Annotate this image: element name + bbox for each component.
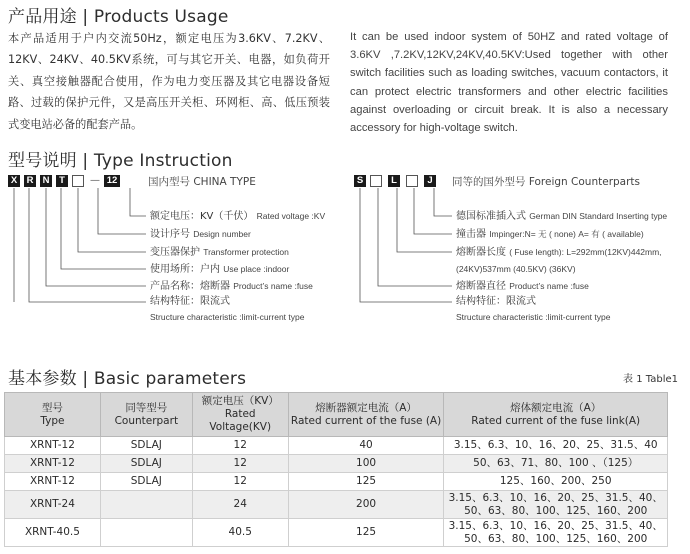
china-item-product-name: 产品名称：熔断器 Product’s name :fuse bbox=[150, 281, 313, 292]
cell-fuse-links: 3.15、6.3、10、16、20、25、31.5、40、 50、63、80、100、125、160、200 bbox=[444, 491, 668, 519]
table-row bbox=[5, 437, 668, 455]
cell-type: XRNT-12 bbox=[5, 473, 101, 491]
foreign-item-din: 德国标准插入式 German DIN Standard Inserting type bbox=[456, 211, 668, 222]
cell-fuse-links: 125、160、200、250 bbox=[444, 473, 668, 491]
cell-fuse-current: 200 bbox=[288, 491, 444, 519]
china-type-note: 国内型号 CHINA TYPE bbox=[148, 176, 256, 188]
table-row bbox=[5, 473, 668, 491]
header-fuse-link-current: 熔体额定电流（A） Rated current of the fuse link(A) bbox=[444, 393, 668, 437]
cell-fuse-current: 40 bbox=[288, 437, 444, 455]
usage-text-cn: 本产品适用于户内交流50Hz，额定电压为3.6KV、7.2KV、12KV、24KV、40.5KV系统，可与其它开关、电器，如负荷开关、真空接触器配合使用，作为电力变压器及其它电器设备短路、过载的保护元件，又是高压开关柜、环网柜、高、低压预装式变电站必备的配套产品。 bbox=[8, 32, 330, 131]
cell-voltage: 12 bbox=[192, 473, 288, 491]
cell-type: XRNT-12 bbox=[5, 455, 101, 473]
basic-params-title: 基本参数 | Basic parameters bbox=[8, 369, 247, 389]
foreign-structure-en: Structure characteristic :limit-current type bbox=[456, 312, 611, 322]
china-item-structure: 结构特征：限流式 bbox=[150, 296, 230, 307]
header-fuse-current: 熔断器额定电流（A） Rated current of the fuse (A) bbox=[288, 393, 444, 437]
foreign-item-diameter: 熔断器直径 Product’s name :fuse bbox=[456, 281, 589, 292]
table-row bbox=[5, 491, 668, 519]
header-voltage: 额定电压（KV） Rated Voltage(KV) bbox=[192, 393, 288, 437]
code-dash: — bbox=[90, 175, 100, 186]
cell-voltage: 24 bbox=[192, 491, 288, 519]
china-item-use-place: 使用场所：户内 Use place :indoor bbox=[150, 264, 290, 275]
china-item-transformer: 变压器保护 Transformer protection bbox=[150, 247, 289, 258]
header-type: 型号 Type bbox=[5, 393, 101, 437]
usage-title: 产品用途 | Products Usage bbox=[8, 7, 229, 27]
code-box: T bbox=[56, 175, 68, 187]
type-instruction-title: 型号说明 | Type Instruction bbox=[8, 151, 233, 171]
china-structure-en: Structure characteristic :limit-current type bbox=[150, 312, 305, 322]
code-box: R bbox=[24, 175, 36, 187]
foreign-item-structure: 结构特征：限流式 bbox=[456, 296, 536, 307]
china-item-voltage: 额定电压：KV（千伏） Rated voltage :KV bbox=[150, 211, 326, 222]
cell-counterpart: SDLAJ bbox=[100, 437, 192, 455]
foreign-item-fuse-length: 熔断器长度 ( Fuse length): L=292mm(12KV)442mm, bbox=[456, 247, 662, 258]
cell-type: XRNT-12 bbox=[5, 437, 101, 455]
cell-fuse-current: 125 bbox=[288, 473, 444, 491]
cell-counterpart: SDLAJ bbox=[100, 473, 192, 491]
table-header-row bbox=[5, 393, 668, 437]
table-row bbox=[5, 519, 668, 547]
code-box-voltage: 12 bbox=[104, 175, 120, 187]
foreign-type-note: 同等的国外型号 Foreign Counterparts bbox=[452, 176, 641, 188]
foreign-item-fuse-length-cont: (24KV)537mm (40.5KV) (36KV) bbox=[456, 264, 576, 274]
basic-params-table bbox=[4, 392, 668, 547]
cell-voltage: 12 bbox=[192, 437, 288, 455]
cell-type: XRNT-24 bbox=[5, 491, 101, 519]
code-box: X bbox=[8, 175, 20, 187]
header-counterpart: 同等型号 Counterpart bbox=[100, 393, 192, 437]
code-box: N bbox=[40, 175, 52, 187]
cell-fuse-links: 3.15、6.3、10、16、20、25、31.5、40 bbox=[444, 437, 668, 455]
cell-voltage: 40.5 bbox=[192, 519, 288, 547]
cell-type: XRNT-40.5 bbox=[5, 519, 101, 547]
cell-fuse-links: 50、63、71、80、100 、（125） bbox=[444, 455, 668, 473]
table-row bbox=[5, 455, 668, 473]
china-item-design-number: 设计序号 Design number bbox=[150, 229, 251, 240]
code-box: S bbox=[354, 175, 366, 187]
cell-counterpart bbox=[100, 491, 192, 519]
cell-counterpart: SDLAJ bbox=[100, 455, 192, 473]
cell-voltage: 12 bbox=[192, 455, 288, 473]
usage-text-en: It can be used indoor system of 50HZ and rated voltage of 3.6KV ,7.2KV,12KV,24KV,40.5KV:Used together with other switch facilities such as loading switches, vacuum contactors, it can protect electric transformers and other electric facilities against overloading or circuit break. It is also a necessary accessory for high-voltage switch. bbox=[350, 31, 668, 135]
cell-fuse-current: 100 bbox=[288, 455, 444, 473]
cell-counterpart bbox=[100, 519, 192, 547]
cell-fuse-links: 3.15、6.3、10、16、20、25、31.5、40、 50、63、80、100、125、160、200 bbox=[444, 519, 668, 547]
code-box: J bbox=[424, 175, 436, 187]
cell-fuse-current: 125 bbox=[288, 519, 444, 547]
code-box: L bbox=[388, 175, 400, 187]
foreign-item-impinger: 撞击器 Impinger:N= 无 ( none) A= 有 ( available) bbox=[456, 229, 644, 240]
table-caption: 表 1 Table1 bbox=[623, 374, 678, 385]
